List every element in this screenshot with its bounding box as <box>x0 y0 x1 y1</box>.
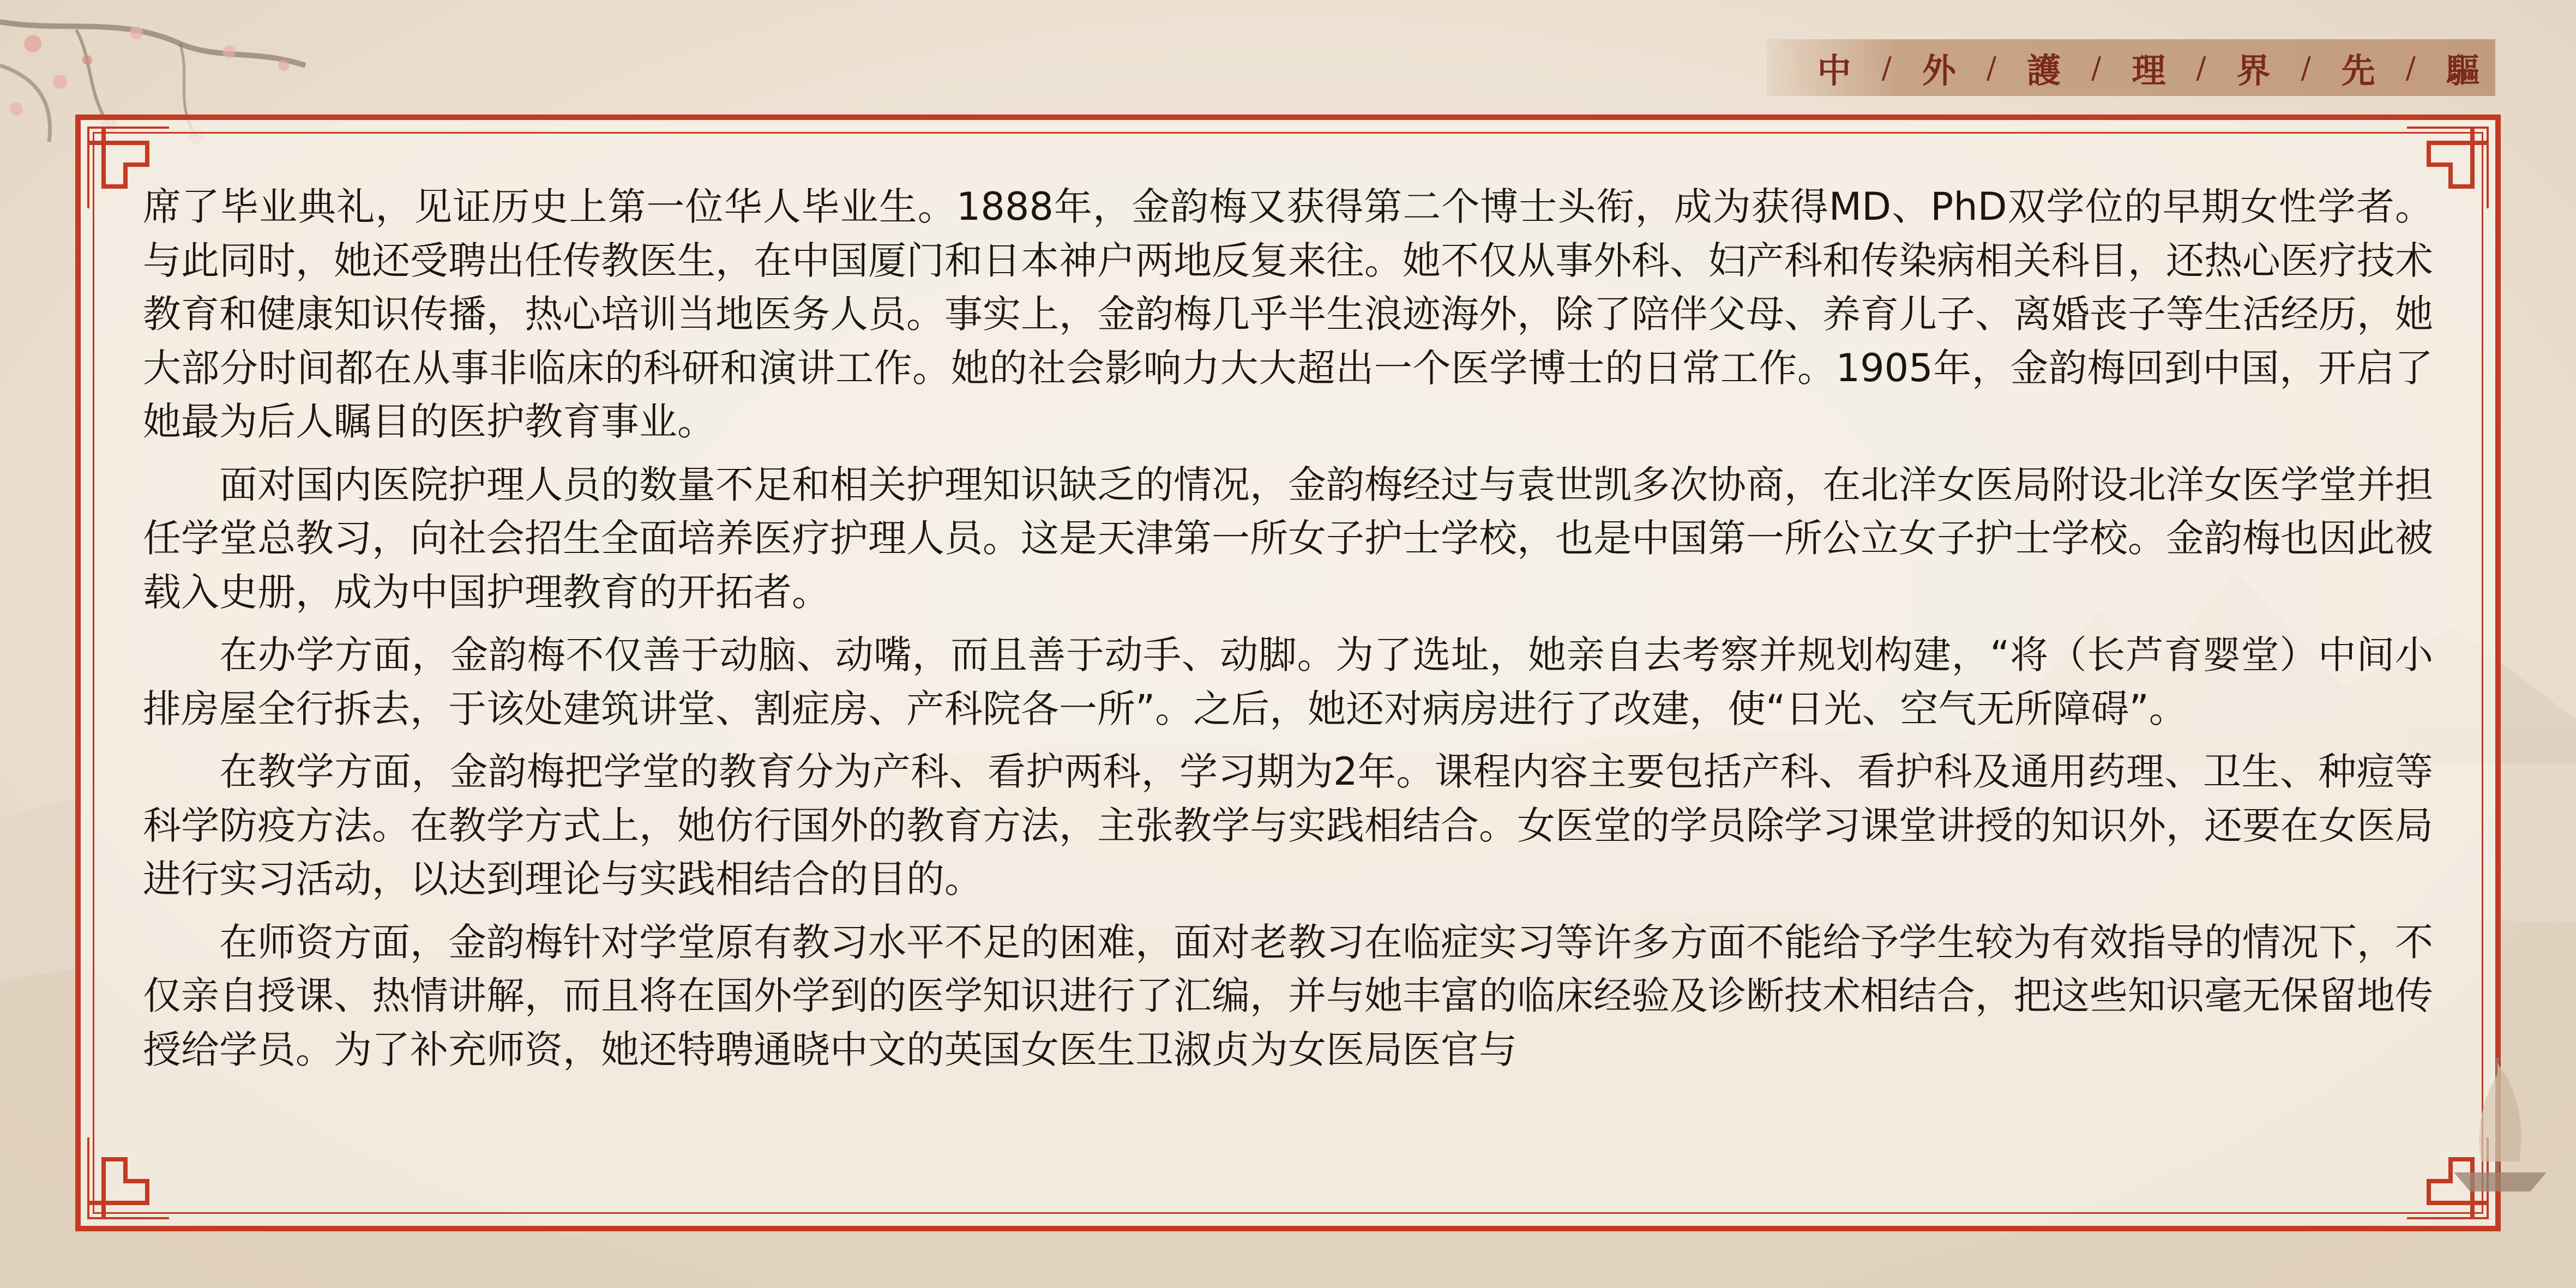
banner-item-2 <box>1922 44 2027 92</box>
banner-char: 理 <box>2132 50 2166 91</box>
banner-char: 先 <box>2341 50 2375 91</box>
banner-separator: / <box>2196 50 2206 85</box>
article-paragraph-5: 在师资方面，金韵梅针对学堂原有教习水平不足的困难，面对老教习在临症实习等许多方面不能给予学生较为有效指导的情况下，不仅亲自授课、热情讲解，而且将在国外学到的医学知识进行了汇编，并与她丰富的临床经验及诊断技术相结合，把这些知识毫无保留地传授给学员。为了补充师资，她还特聘通晓中文的英国女医生卫淑贞为女医局医官与 <box>143 919 2433 1072</box>
banner-item-7 <box>2446 44 2480 92</box>
banner-item-1 <box>1817 44 1922 92</box>
series-title-banner <box>1767 39 2495 96</box>
banner-item-5 <box>2237 44 2342 92</box>
article-paragraph-1: 席了毕业典礼，见证历史上第一位华人毕业生。1888年，金韵梅又获得第二个博士头衔，成为获得MD、PhD双学位的早期女性学者。与此同时，她还受聘出任传教医生，在中国厦门和日本神户两地反复来往。她不仅从事外科、妇产科和传染病相关科目，还热心医疗技术教育和健康知识传播，热心培训当地医务人员。事实上，金韵梅几乎半生浪迹海外，除了陪伴父母、养育儿子、离婚丧子等生活经历，她大部分时间都在从事非临床的科研和演讲工作。她的社会影响力大大超出一个医学博士的日常工作。1905年，金韵梅回到中国，开启了她最为后人瞩目的医护教育事业。 <box>143 184 2433 444</box>
sailboat-illustration <box>2437 1047 2557 1211</box>
banner-char: 驅 <box>2446 50 2480 91</box>
banner-separator: / <box>2091 50 2102 85</box>
banner-item-4 <box>2132 44 2236 92</box>
banner-char: 中 <box>1817 50 1851 91</box>
banner-separator: / <box>1881 50 1892 85</box>
article-paragraph-4: 在教学方面，金韵梅把学堂的教育分为产科、看护两科，学习期为2年。课程内容主要包括产科、看护科及通用药理、卫生、种痘等科学防疫方法。在教学方式上，她仿行国外的教育方法，主张教学与实践相结合。女医堂的学员除学习课堂讲授的知识外，还要在女医局进行实习活动，以达到理论与实践相结合的目的。 <box>143 749 2433 901</box>
article-paragraph-2: 面对国内医院护理人员的数量不足和相关护理知识缺乏的情况，金韵梅经过与袁世凯多次协商，在北洋女医局附设北洋女医学堂并担任学堂总教习，向社会招生全面培养医疗护理人员。这是天津第一所女子护士学校，也是中国第一所公立女子护士学校。金韵梅也因此被载入史册，成为中国护理教育的开拓者。 <box>143 462 2433 615</box>
article-paragraph-3: 在办学方面，金韵梅不仅善于动脑、动嘴，而且善于动手、动脚。为了选址，她亲自去考察并规划构建，“将（长芦育婴堂）中间小排房屋全行拆去，于该处建筑讲堂、割症房、产科院各一所”。之后，她还对病房进行了改建，使“日光、空气无所障碍”。 <box>143 633 2433 731</box>
article-body <box>143 180 2433 1194</box>
banner-separator: / <box>1986 50 1997 85</box>
banner-item-3 <box>2027 44 2132 92</box>
banner-char: 護 <box>2027 50 2061 91</box>
banner-separator: / <box>2301 50 2311 85</box>
banner-item-6 <box>2342 44 2446 92</box>
banner-char: 外 <box>1922 50 1956 91</box>
banner-separator: / <box>2405 50 2416 85</box>
banner-char: 界 <box>2236 50 2271 91</box>
